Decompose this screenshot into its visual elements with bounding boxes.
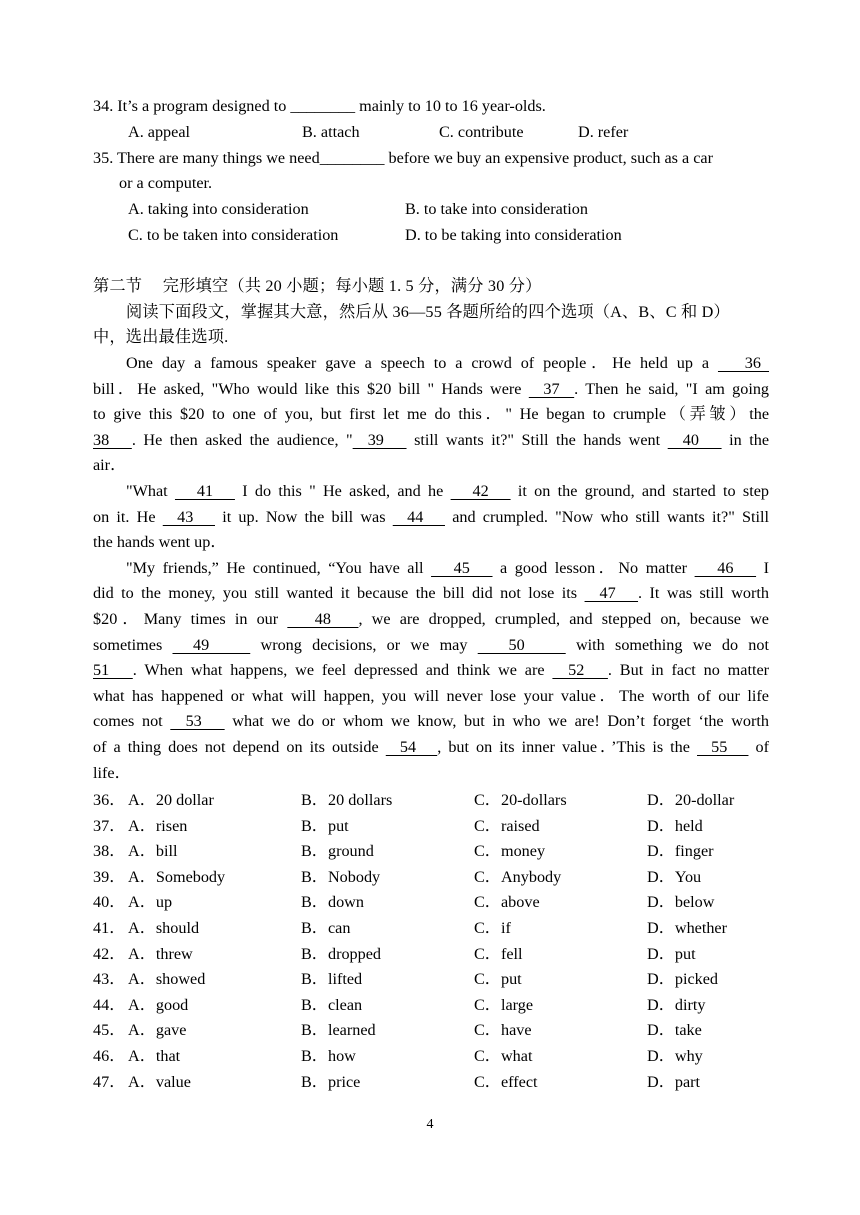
passage-text: I bbox=[756, 558, 769, 577]
choice-row bbox=[93, 788, 793, 814]
choice-option-b: B．dropped bbox=[301, 944, 382, 963]
blank-number: 52 bbox=[552, 661, 608, 680]
passage-line bbox=[93, 581, 769, 607]
blank-number: 54 bbox=[385, 738, 438, 756]
question-35-stem-line1: 35. There are many things we need________ before we buy an expensive product, such as a car bbox=[93, 148, 714, 167]
choice-option-a: A．bill bbox=[128, 842, 178, 861]
passage-text: , but on its inner value．’This is the bbox=[437, 738, 698, 756]
choice-option-b: B．Nobody bbox=[301, 867, 381, 886]
choice-number: 38． bbox=[93, 842, 126, 861]
choice-option-b: B．how bbox=[301, 1047, 356, 1065]
blank-number: 41 bbox=[174, 482, 235, 500]
choice-row bbox=[93, 1044, 793, 1070]
blank-number: 51 bbox=[93, 661, 133, 680]
choice-number: 46． bbox=[93, 1047, 126, 1065]
choice-option-c: C．20-dollars bbox=[474, 791, 567, 809]
choice-row bbox=[93, 993, 793, 1019]
choice-option-c: C．large bbox=[474, 995, 534, 1014]
passage-text: what has happened or what will happen, you will never lose your value．The worth of our life bbox=[93, 686, 769, 705]
passage-line bbox=[93, 658, 769, 684]
choice-option-b: B．learned bbox=[301, 1021, 376, 1040]
choice-option-c: C．raised bbox=[474, 816, 540, 835]
passage-text: the hands went up． bbox=[93, 533, 227, 552]
choice-option-d: D．part bbox=[647, 1072, 701, 1091]
section-instruction-line2: 中，选出最佳选项. bbox=[93, 328, 229, 346]
choice-option-d: D．put bbox=[647, 944, 696, 963]
page-number: 4 bbox=[426, 1117, 434, 1132]
choice-option-d: D．below bbox=[647, 893, 715, 912]
choice-option-b: B．clean bbox=[301, 995, 363, 1014]
passage-text: . But in fact no matter bbox=[607, 661, 770, 680]
choice-row bbox=[93, 942, 793, 968]
blank-number: 45 bbox=[431, 558, 493, 577]
choice-option-b: B．ground bbox=[301, 842, 374, 861]
question-34-options bbox=[93, 120, 769, 146]
choice-row bbox=[93, 839, 793, 865]
passage-text: air． bbox=[93, 456, 127, 475]
choice-option-d: D．dirty bbox=[647, 995, 706, 1014]
passage-text: with something we do not bbox=[565, 635, 769, 654]
passage-text: $20．Many times in our bbox=[93, 610, 288, 628]
choice-row bbox=[93, 967, 793, 993]
passage-line bbox=[93, 709, 769, 735]
choice-option-a: A．20 dollar bbox=[128, 791, 214, 809]
blank-number: 40 bbox=[667, 430, 722, 449]
passage-text: . Then he said, "I am going bbox=[574, 379, 770, 398]
choice-number: 47． bbox=[93, 1072, 126, 1091]
choice-option-d: D．take bbox=[647, 1021, 702, 1040]
passage-line bbox=[126, 351, 769, 377]
passage-text: wrong decisions, or we may bbox=[250, 635, 478, 654]
choice-row bbox=[93, 890, 793, 916]
choice-row bbox=[93, 1018, 793, 1044]
question-35-options-row1 bbox=[93, 197, 769, 223]
passage-text: life． bbox=[93, 763, 131, 782]
choice-option-c: C．Anybody bbox=[474, 867, 562, 886]
choice-option-a: A．value bbox=[128, 1072, 191, 1091]
passage-line bbox=[93, 761, 769, 787]
q35-option-b: B. to take into consideration bbox=[405, 200, 588, 218]
passage-text: still wants it?" Still the hands went bbox=[406, 430, 668, 449]
choice-number: 37． bbox=[93, 816, 126, 835]
choice-number: 43． bbox=[93, 970, 126, 989]
choice-number: 45． bbox=[93, 1021, 126, 1040]
blank-number: 49 bbox=[172, 635, 251, 654]
question-35-stem-line2: or a computer. bbox=[119, 174, 213, 192]
passage-line bbox=[93, 428, 769, 454]
choice-option-a: A．threw bbox=[128, 944, 193, 963]
blank-number: 38 bbox=[93, 430, 132, 449]
choice-option-b: B．20 dollars bbox=[301, 791, 393, 809]
q34-option-b: B. attach bbox=[302, 123, 360, 141]
blank-number: 42 bbox=[450, 482, 511, 500]
blank-number: 36 bbox=[717, 354, 770, 372]
choice-number: 41． bbox=[93, 919, 126, 937]
passage-text: and crumpled. "Now who still wants it?" Still bbox=[444, 507, 770, 526]
choice-option-d: D．20-dollar bbox=[647, 791, 735, 809]
passage-text: . It was still worth bbox=[638, 584, 770, 603]
blank-number: 46 bbox=[694, 558, 757, 577]
choice-number: 42． bbox=[93, 944, 126, 963]
choice-option-a: A．showed bbox=[128, 970, 206, 989]
choice-option-d: D．held bbox=[647, 816, 703, 835]
choice-option-d: D．picked bbox=[647, 970, 719, 989]
choice-option-b: B．down bbox=[301, 893, 364, 912]
passage-text: to give this $20 to one of you, but first let me do this．" He began to crumple（弄皱）the bbox=[93, 405, 769, 424]
q34-option-a: A. appeal bbox=[128, 123, 191, 141]
blank-number: 47 bbox=[584, 584, 639, 603]
passage-line bbox=[93, 402, 769, 428]
passage-text: it up. Now the bill was bbox=[215, 507, 393, 526]
choice-option-a: A．should bbox=[128, 919, 200, 937]
choice-option-a: A．Somebody bbox=[128, 867, 226, 886]
choice-option-a: A．up bbox=[128, 893, 173, 912]
choice-option-c: C．what bbox=[474, 1047, 533, 1065]
passage-line bbox=[93, 684, 769, 710]
passage-text: , we are dropped, crumpled, and stepped on, because we bbox=[358, 610, 769, 628]
choice-option-d: D．whether bbox=[647, 919, 728, 937]
passage-text: of a thing does not depend on its outside bbox=[93, 738, 386, 756]
choice-option-a: A．good bbox=[128, 995, 189, 1014]
choice-option-d: D．finger bbox=[647, 842, 714, 861]
q34-option-d: D. refer bbox=[578, 123, 629, 141]
choice-option-a: A．risen bbox=[128, 816, 188, 835]
passage-line bbox=[126, 479, 769, 505]
passage-line bbox=[126, 556, 769, 582]
choice-option-d: D．why bbox=[647, 1047, 703, 1065]
blank-number: 55 bbox=[697, 738, 749, 756]
passage-line bbox=[93, 607, 769, 633]
q35-option-a: A. taking into consideration bbox=[128, 200, 309, 218]
choice-number: 36． bbox=[93, 791, 126, 809]
passage-text: . When what happens, we feel depressed and think we are bbox=[132, 661, 553, 680]
passage-text: did to the money, you still wanted it because the bill did not lose its bbox=[93, 584, 585, 603]
passage-line bbox=[93, 377, 769, 403]
choice-option-c: C．put bbox=[474, 970, 522, 989]
passage-text: "My friends,” He continued, “You have all bbox=[126, 558, 432, 577]
choice-row bbox=[93, 1070, 793, 1096]
choice-number: 40． bbox=[93, 893, 126, 912]
choice-row bbox=[93, 814, 793, 840]
choice-option-c: C．if bbox=[474, 919, 511, 937]
passage-text: sometimes bbox=[93, 635, 173, 654]
choice-row bbox=[93, 916, 793, 942]
section-instruction-line1: 阅读下面段文，掌握其大意，然后从 36—55 各题所给的四个选项（A、B、C 和 D） bbox=[126, 303, 730, 321]
choice-option-c: C．money bbox=[474, 842, 546, 861]
passage-text: what we do or whom we know, but in who we are! Don’t forget ‘the worth bbox=[224, 712, 770, 731]
question-35-options-row2 bbox=[93, 223, 769, 249]
q35-option-d: D. to be taking into consideration bbox=[405, 225, 622, 244]
blank-number: 39 bbox=[352, 430, 407, 449]
passage-text: it on the ground, and started to step bbox=[510, 482, 769, 500]
blank-number: 37 bbox=[528, 379, 575, 398]
passage-text: "What bbox=[126, 482, 175, 500]
passage-line bbox=[93, 633, 769, 659]
section-heading: 第二节 完形填空（共 20 小题；每小题 1. 5 分，满分 30 分） bbox=[93, 277, 542, 295]
choice-number: 39． bbox=[93, 867, 126, 886]
choice-option-a: A．that bbox=[128, 1047, 181, 1065]
choice-option-c: C．fell bbox=[474, 944, 523, 963]
passage-line bbox=[93, 530, 769, 556]
blank-number: 53 bbox=[170, 712, 225, 731]
passage-text: on it. He bbox=[93, 507, 163, 526]
choice-option-d: D．You bbox=[647, 867, 702, 886]
q34-option-c: C. contribute bbox=[439, 123, 524, 141]
choice-option-b: B．lifted bbox=[301, 970, 363, 989]
passage-text: . He then asked the audience, " bbox=[131, 430, 353, 449]
question-34-stem: 34. It’s a program designed to ________ mainly to 10 to 16 year-olds. bbox=[93, 97, 546, 115]
passage-text: comes not bbox=[93, 712, 171, 731]
passage-text: in the bbox=[721, 430, 770, 449]
choice-option-b: B．put bbox=[301, 816, 349, 835]
choice-option-c: C．have bbox=[474, 1021, 532, 1040]
passage-text: bill．He asked, "Who would like this $20 bill " Hands were bbox=[93, 379, 529, 398]
blank-number: 43 bbox=[162, 507, 215, 526]
blank-number: 50 bbox=[477, 635, 566, 654]
choice-option-c: C．above bbox=[474, 893, 540, 912]
passage-line bbox=[93, 735, 769, 761]
passage-text: a good lesson．No matter bbox=[492, 558, 695, 577]
choice-option-b: B．price bbox=[301, 1072, 361, 1091]
passage-line bbox=[93, 505, 769, 531]
q35-option-c: C. to be taken into consideration bbox=[128, 225, 339, 244]
passage-text: I do this " He asked, and he bbox=[234, 482, 451, 500]
choice-option-b: B．can bbox=[301, 919, 351, 937]
choice-row bbox=[93, 865, 793, 891]
passage-text: of bbox=[748, 738, 770, 756]
passage-text: One day a famous speaker gave a speech to a crowd of people．He held up a bbox=[126, 354, 718, 372]
passage-line bbox=[93, 453, 769, 479]
choice-option-a: A．gave bbox=[128, 1021, 187, 1040]
blank-number: 48 bbox=[287, 610, 359, 628]
choice-option-c: C．effect bbox=[474, 1072, 538, 1091]
blank-number: 44 bbox=[392, 507, 445, 526]
choice-number: 44． bbox=[93, 995, 126, 1014]
